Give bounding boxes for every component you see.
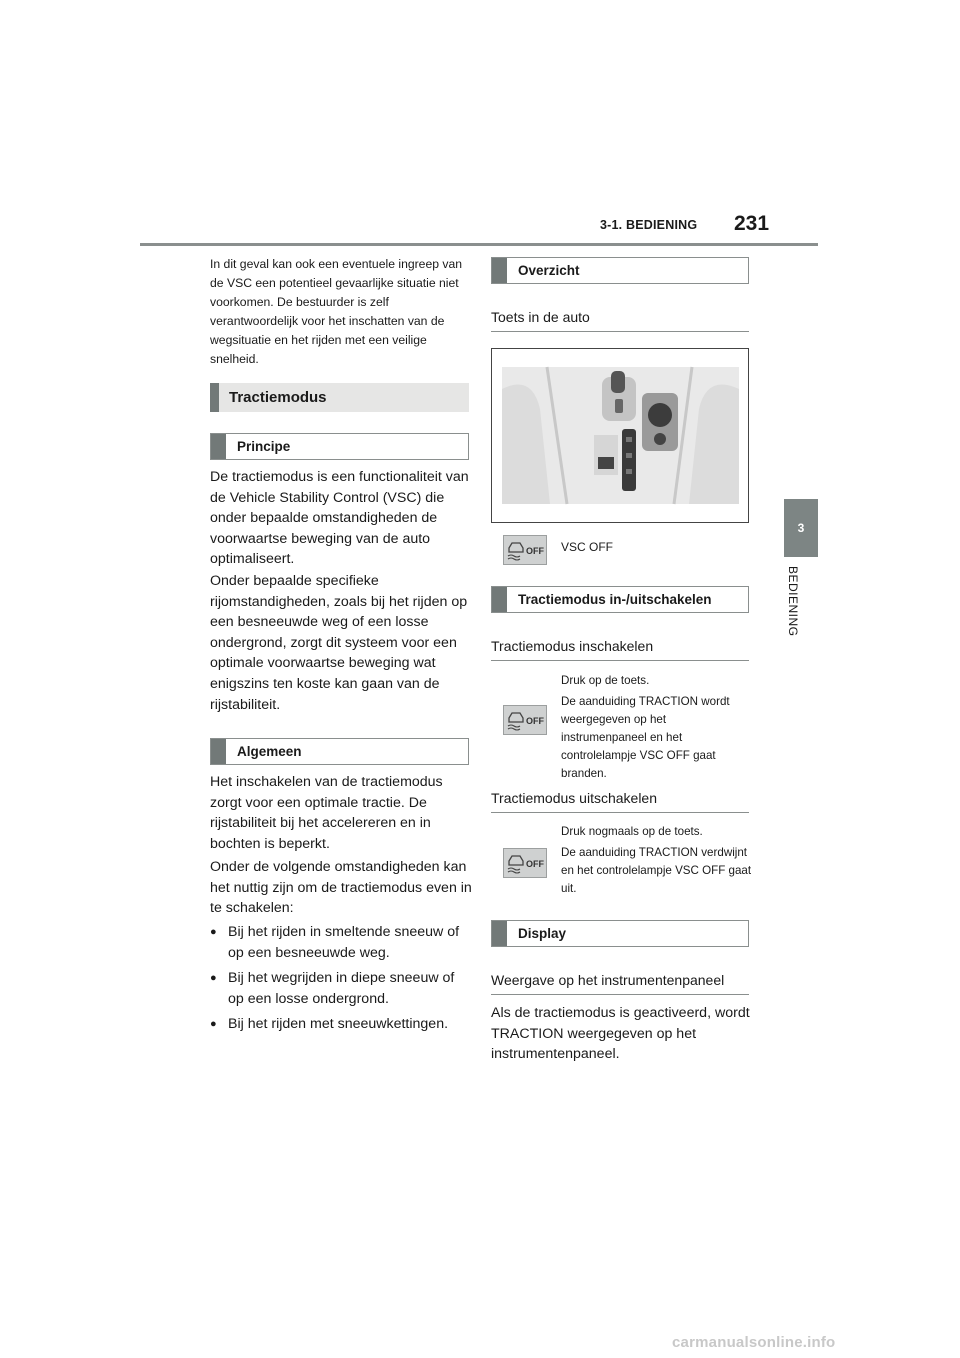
section-heading-tractiemodus — [210, 383, 469, 412]
subheading-text: Tractiemodus in-/uitschakelen — [518, 592, 712, 607]
minor-heading-uitschakelen: Tractiemodus uitschakelen — [491, 790, 749, 813]
list-item: ● Bij het wegrijden in diepe sneeuw of op een losse ondergrond. — [210, 968, 472, 1009]
section-title: 3-1. BEDIENING — [600, 218, 698, 232]
vsc-off-button-icon — [503, 848, 547, 878]
chapter-tab[interactable]: 3 — [784, 499, 818, 557]
minor-heading-inschakelen: Tractiemodus inschakelen — [491, 638, 749, 661]
list-item: ● Bij het rijden met sneeuwkettingen. — [210, 1014, 472, 1035]
step-press-again: Druk nogmaals op de toets. — [561, 825, 703, 838]
principe-paragraph-1: De tractiemodus is een functionaliteit van de Vehicle Stability Control (VSC) die onder bepaalde omstandigheden de voorwaartse beweging van de auto optimaliseert. — [210, 469, 469, 568]
console-illustration — [492, 349, 748, 522]
subheading-text: Display — [518, 926, 567, 941]
watermark: carmanualsonline.info — [672, 1334, 836, 1351]
vsc-off-icon — [505, 851, 545, 875]
conditions-list — [210, 922, 472, 1040]
vsc-off-button-icon — [503, 535, 547, 565]
subheading-principe — [210, 433, 469, 460]
subheading-overzicht — [491, 257, 749, 284]
algemeen-paragraph-2: Onder de volgende omstandigheden kan het nuttig zijn om de tractiemodus even in te schakelen: — [210, 859, 472, 917]
icon-label: OFF — [526, 546, 544, 556]
subheading-text: Principe — [237, 439, 291, 454]
minor-heading-weergave: Weergave op het instrumentenpaneel — [491, 972, 749, 995]
algemeen-paragraph-1: Het inschakelen van de tractiemodus zorgt voor een optimale tractie. De rijstabiliteit bij het accelereren en in bochten is beperkt. — [210, 774, 443, 852]
principe-paragraph-2: Onder bepaalde specifieke rijomstandigheden, zoals bij het rijden op een besneeuwde weg of een losse ondergrond, zorgt dit systeem voor een optimale voorwaartse beweging wat enigszins ten koste kan gaan van de rijstabiliteit. — [210, 573, 468, 713]
icon-label: OFF — [526, 716, 544, 726]
subheading-schakelen — [491, 586, 749, 613]
subheading-text: Algemeen — [237, 744, 302, 759]
intro-paragraph: In dit geval kan ook een eventuele ingreep van de VSC een potentieel gevaarlijke situatie niet voorkomen. De bestuurder is zelf verantwoordelijk voor het inschatten van de wegsituatie en het rijden met een veilige snelheid. — [210, 257, 463, 366]
vsc-off-icon — [505, 708, 545, 732]
section-heading-text: Tractiemodus — [229, 389, 327, 406]
uitschakelen-description: De aanduiding TRACTION verdwijnt en het controlelampje VSC OFF gaat uit. — [561, 846, 752, 895]
icon-label: OFF — [526, 859, 544, 869]
vsc-off-button-icon — [503, 705, 547, 735]
vsc-off-icon — [505, 538, 545, 562]
inschakelen-description: De aanduiding TRACTION wordt weergegeven op het instrumenpaneel en het controlelampje VSC OFF gaat branden. — [561, 695, 730, 780]
step-press-button: Druk op de toets. — [561, 674, 650, 687]
subheading-algemeen — [210, 738, 469, 765]
subheading-text: Overzicht — [518, 263, 580, 278]
list-item: ● Bij het rijden in smeltende sneeuw of op een besneeuwde weg. — [210, 922, 472, 963]
header-divider — [140, 243, 818, 246]
display-paragraph: Als de tractiemodus is geactiveerd, wordt TRACTION weergegeven op het instrumentenpaneel. — [491, 1005, 750, 1063]
minor-heading-toets: Toets in de auto — [491, 309, 749, 332]
center-console-photo — [491, 348, 749, 523]
vsc-off-label: VSC OFF — [561, 540, 614, 554]
chapter-label: BEDIENING — [786, 566, 800, 637]
subheading-display — [491, 920, 749, 947]
page-number: 231 — [734, 212, 770, 235]
